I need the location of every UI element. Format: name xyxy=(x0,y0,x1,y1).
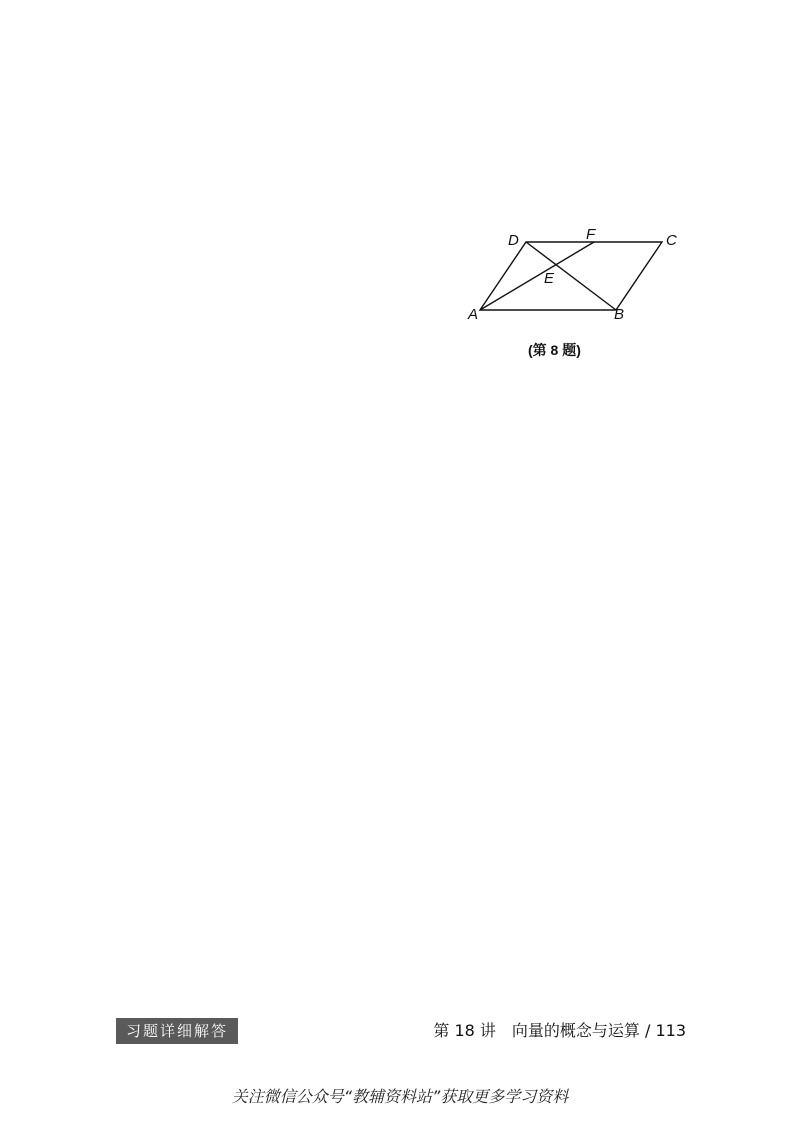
body-text xyxy=(116,120,686,130)
label-a: A xyxy=(468,306,479,323)
label-c: C xyxy=(666,232,677,249)
segment-db xyxy=(526,242,616,310)
figure-caption: (第 8 题) xyxy=(528,342,581,358)
label-b: B xyxy=(614,306,625,323)
label-d: D xyxy=(508,232,519,249)
page-footer xyxy=(116,1018,686,1044)
watermark-text: 关注微信公众号“教辅资料站”获取更多学习资料 xyxy=(231,1087,569,1106)
parallelogram-diagram xyxy=(466,226,696,326)
label-e: E xyxy=(544,270,555,287)
chapter-and-page-number: 第 18 讲 向量的概念与运算 / 113 xyxy=(433,1021,686,1040)
segment-af xyxy=(480,242,594,310)
section-tag: 习题详细解答 xyxy=(116,1018,238,1044)
figure-8 xyxy=(466,226,696,366)
label-f: F xyxy=(586,226,596,243)
